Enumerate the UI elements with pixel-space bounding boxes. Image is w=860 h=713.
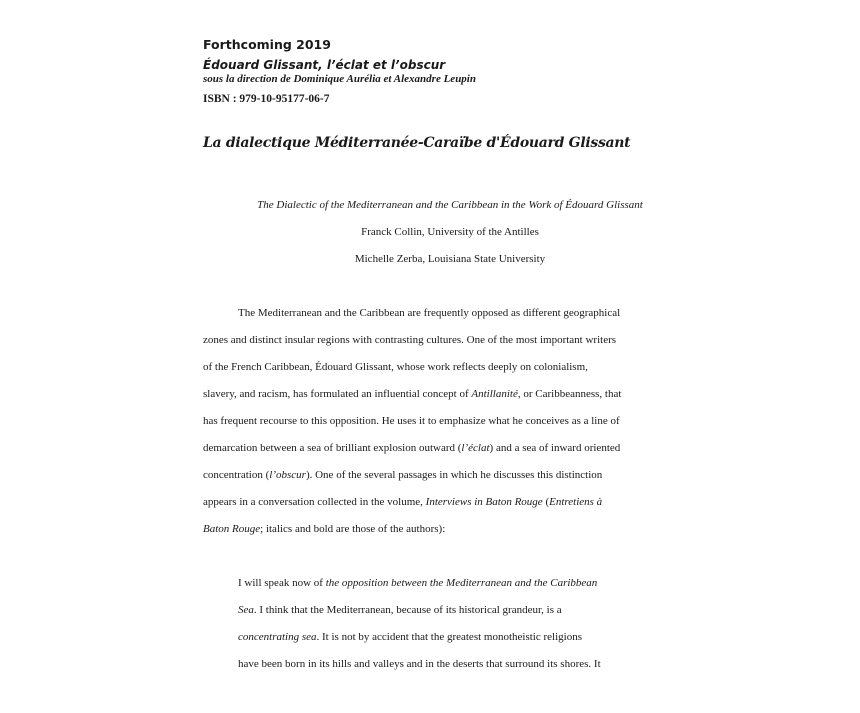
paragraph-line: slavery, and racism, has formulated an influential concept of Antillanité, or Caribbeanness, that	[203, 388, 622, 400]
paragraph-line: The Mediterranean and the Caribbean are frequently opposed as different geographical	[238, 307, 621, 319]
paragraph-line: Baton Rouge; italics and bold are those of the authors):	[203, 523, 446, 535]
author-line-1: Franck Collin, University of the Antilles	[361, 226, 539, 238]
paragraph-line: of the French Caribbean, Édouard Glissant, whose work reflects deeply on colonialism,	[203, 361, 588, 373]
quote-line: Sea. I think that the Mediterranean, because of its historical grandeur, is a	[238, 604, 562, 616]
paragraph-line: zones and distinct insular regions with contrasting cultures. One of the most important writers	[203, 334, 617, 346]
paragraph-line: appears in a conversation collected in the volume, Interviews in Baton Rouge (Entretiens à	[203, 496, 603, 508]
quote-line: have been born in its hills and valleys and in the deserts that surround its shores. It	[238, 658, 601, 670]
author-line-2: Michelle Zerba, Louisiana State University	[354, 253, 546, 265]
isbn-line: ISBN : 979-10-95177-06-7	[203, 93, 330, 105]
quote-line: concentrating sea. It is not by accident that the greatest monotheistic religions	[238, 631, 582, 643]
quote-line: I will speak now of the opposition between the Mediterranean and the Caribbean	[238, 577, 598, 589]
book-title: Édouard Glissant, l’éclat et l’obscur	[203, 58, 446, 72]
article-title: La dialectique Méditerranée-Caraïbe d'Édouard Glissant	[203, 135, 631, 151]
paragraph-line: demarcation between a sea of brilliant explosion outward (l’éclat) and a sea of inward oriented	[203, 442, 621, 454]
paragraph-line: concentration (l’obscur). One of the several passages in which he discusses this distinction	[203, 469, 603, 481]
editors-line: sous la direction de Dominique Aurélia et Alexandre Leupin	[203, 73, 476, 85]
paragraph-line: has frequent recourse to this opposition. He uses it to emphasize what he conceives as a line of	[203, 415, 620, 427]
forthcoming-label: Forthcoming 2019	[203, 37, 331, 52]
english-title: The Dialectic of the Mediterranean and the Caribbean in the Work of Édouard Glissant	[257, 199, 643, 211]
